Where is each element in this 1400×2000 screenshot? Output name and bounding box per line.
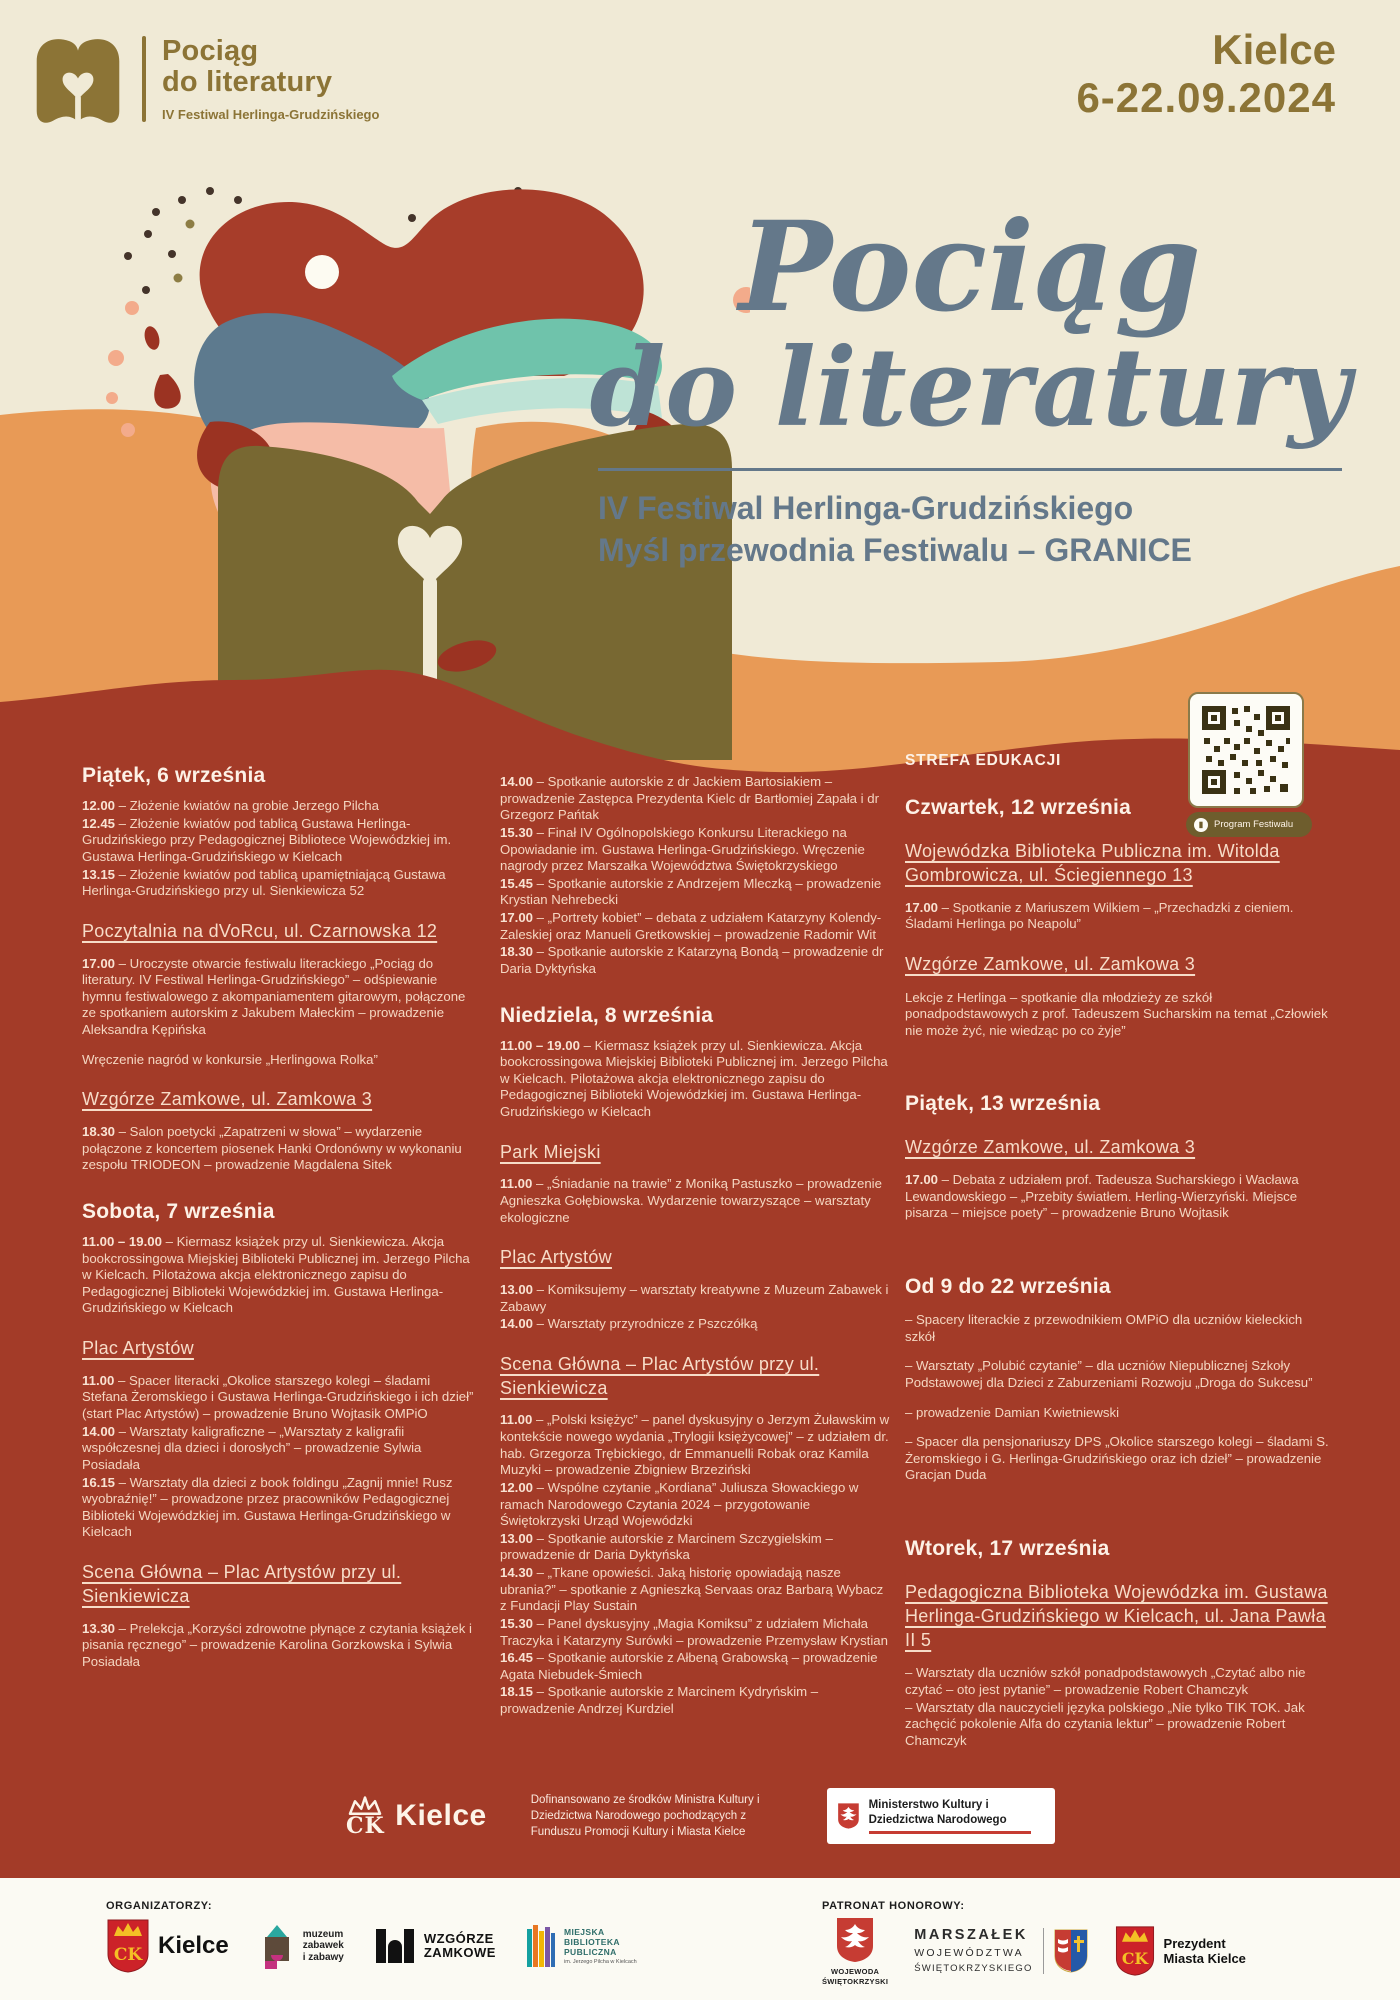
hero-title-block	[570, 195, 1370, 571]
patron-marszalek-line3: ŚWIĘTOKRZYSKIEGO	[914, 1962, 1033, 1974]
ministry-logo	[827, 1788, 1055, 1844]
event-time: 14.00	[500, 1316, 534, 1332]
event-item: 14.00 – Spotkanie autorskie z dr Jackiem Bartosiakiem – prowadzenie Zastępca Prezydenta Kielc dr Bartłomiej Zapała i dr Grzegorz Pańtak	[500, 774, 879, 823]
event-item: 17.00 – Debata z udziałem prof. Tadeusza Sucharskiego i Wacława Lewandowskiego – „Przebity światłem. Herling-Wierzyński. Miejsce pisarza – miejsce poety” – prowadzenie Bruno Wojtasik	[905, 1172, 1299, 1221]
qr-code	[1188, 692, 1304, 808]
title-divider-rule	[598, 468, 1342, 471]
event-time: 13.00	[500, 1282, 534, 1297]
day-header: Piątek, 6 września	[82, 764, 266, 787]
organizer-biblioteka-line3: PUBLICZNA	[563, 1947, 617, 1958]
program-link-label: Program Festiwalu	[1214, 819, 1294, 830]
venue-header: Scena Główna – Plac Artystów przy ul. Sienkiewicza	[82, 1562, 402, 1606]
organizer-muzeum-zabawek	[259, 1923, 344, 1969]
event-item: 13.30 – Prelekcja „Korzyści zdrowotne płynące z czytania książek i pisania ręcznego” – prowadzenie Karolina Gorzkowska i Sylwia Posiadała	[82, 1620, 472, 1669]
svg-text:CK: CK	[113, 1945, 143, 1965]
event-item: 11.00 – 19.00 – Kiermasz książek przy ul. Sienkiewicza. Akcja bookcrossingowa Miejskiej Biblioteki Publicznej im. Jerzego Pilcha w Kielcach. Pilotażowa akcja elektronicznego zapisu do Pedagogicznej Biblioteki Wojewódzkiej im. Gustawa Herlinga-Grudzińskiego w Kielcach	[500, 1037, 888, 1119]
program-link-pill	[1186, 812, 1312, 837]
event-time: 11.00	[500, 1412, 533, 1428]
venue-header: Wzgórze Zamkowe, ul. Zamkowa 3	[905, 953, 1196, 974]
event-time: 11.00 – 19.00	[82, 1233, 162, 1249]
patron-prezydent-line1: Prezydent	[1163, 1935, 1226, 1951]
event-item: – Warsztaty dla uczniów szkół ponadpodstawowych „Czytać albo nie czytać – oto jest pytanie” – prowadzenie Robert Chamczyk	[905, 1665, 1306, 1697]
event-item: – Warsztaty „Polubić czytanie” – dla uczniów Niepublicznej Szkoły Podstawowej dla Dzieci z Zaburzeniami Rozwoju „Droga do Sukcesu”	[905, 1358, 1313, 1390]
patron-marszalek	[914, 1926, 1087, 1976]
day-header: Niedziela, 8 września	[500, 1003, 714, 1027]
event-time: 11.00 – 19.00	[500, 1037, 580, 1053]
ck-kielce-logo-white	[345, 1795, 486, 1837]
venue-header: Park Miejski	[500, 1141, 601, 1162]
patronage-logos	[822, 1916, 1246, 1987]
event-item: 15.30 – Finał IV Ogólnopolskiego Konkursu Literackiego na Opowiadanie im. Gustawa Herlinga-Grudzińskiego. Wręczenie nagrody przez Marszałka Województwa Świętokrzyskiego	[500, 824, 865, 874]
organizer-wzgorze-line2: ZAMKOWE	[423, 1945, 496, 1960]
patron-marszalek-line2: WOJEWÓDZTWA	[914, 1947, 1024, 1960]
patron-wojewoda-line2: ŚWIĘTOKRZYSKI	[822, 1976, 889, 1986]
eagle-emblem-icon	[837, 1796, 860, 1836]
organizer-wzgorze-zamkowe	[374, 1927, 496, 1965]
event-item: 12.00 – Wspólne czytanie „Kordiana” Juliusza Słowackiego w ramach Narodowego Czytania 2024 – przygotowanie Świętokrzyski Urząd Wojewódzki	[500, 1479, 859, 1529]
ck-monogram: CK	[345, 1813, 385, 1839]
open-book-heart-icon	[30, 28, 126, 130]
event-time: 13.00	[500, 1530, 534, 1546]
event-item: – Spacery literackie z przewodnikiem OMPiO dla uczniów kieleckich szkół	[905, 1312, 1303, 1344]
event-item: 18.30 – Salon poetycki „Zapatrzeni w słowa” – wydarzenie połączone z koncertem piosenek Hanki Ordonówny w wykonaniu zespołu TRIODEON – prowadzenie Magdalena Sitek	[82, 1124, 462, 1173]
hero-subtitle-line1: IV Festiwal Herlinga-Grudzińskiego	[598, 490, 1134, 526]
event-time: 16.45	[500, 1650, 534, 1666]
program-column-3	[905, 744, 1333, 1750]
day-header: Piątek, 13 września	[905, 1092, 1101, 1116]
day-header: Wtorek, 17 września	[905, 1537, 1110, 1560]
event-time: 12.45	[82, 815, 116, 831]
venue-header: Scena Główna – Plac Artystów przy ul. Sienkiewicza	[500, 1353, 820, 1398]
event-item: 16.15 – Warsztaty dla dzieci z book foldingu „Zagnij mnie! Rusz wyobraźnię!” – prowadzone przez pracowników Pedagogicznej Biblioteki Wojewódzkiej im. Gustawa Herlinga-Grudzińskiego w Kielcach	[82, 1474, 453, 1540]
organizer-muzeum-line2: zabawek	[302, 1940, 344, 1952]
venue-header: Wojewódzka Biblioteka Publiczna im. Witolda Gombrowicza, ul. Ściegiennego 13	[905, 841, 1280, 885]
event-item: 11.00 – 19.00 – Kiermasz książek przy ul. Sienkiewicza. Akcja bookcrossingowa Miejskiej Biblioteki Publicznej im. Jerzego Pilcha w Kielcach. Pilotażowa akcja elektronicznego zapisu do Pedagogicznej Biblioteki Wojewódzkiej im. Gustawa Herlinga-Grudzińskiego w Kielcach	[82, 1233, 470, 1316]
day-header: Czwartek, 12 września	[905, 796, 1131, 819]
event-item: – prowadzenie Damian Kwietniewski	[905, 1404, 1120, 1420]
event-time: 13.30	[82, 1620, 116, 1636]
organizer-ck-label: Kielce	[158, 1932, 229, 1959]
event-time: 11.00	[500, 1176, 533, 1192]
event-info	[1076, 26, 1336, 123]
event-time: 16.15	[82, 1474, 116, 1490]
event-time: 14.00	[500, 774, 534, 789]
event-item: 14.00 – Warsztaty kaligraficzne – „Warsztaty z kaligrafii współczesnej dla dzieci i dorosłych” – prowadzenie Sylwia Posiadała	[82, 1423, 422, 1472]
patron-wojewoda	[822, 1916, 888, 1987]
crown-icon	[345, 1795, 385, 1815]
svg-text:CK: CK	[1121, 1949, 1148, 1969]
spacer	[905, 1223, 1333, 1249]
event-item: 17.00 – „Portrety kobiet” – debata z udziałem Katarzyny Kolendy-Zaleskiej oraz Manueli Gretkowskiej – prowadzenie Radomir Wit	[500, 910, 882, 942]
patronage-label: PATRONAT HONOROWY:	[822, 1900, 965, 1912]
event-item: 11.00 – „Polski księżyc” – panel dyskusyjny o Jerzym Żuławskim w kontekście nowego wydania „Trylogii księżycowej” – z udziałem dr. hab. Grzegorza Trębickiego, dr Emmanuelli Robak oraz Kamila Muzyki – prowadzenie Zbigniew Brzeziński	[500, 1412, 890, 1478]
organizer-biblioteka-line1: MIEJSKA	[563, 1926, 605, 1937]
ministry-red-bar	[869, 1831, 1031, 1834]
organizer-biblioteka-sub: im. Jerzego Pilcha w Kielcach	[563, 1959, 637, 1966]
program-column-1	[82, 748, 474, 1671]
event-time: 17.00	[905, 1172, 939, 1188]
organizer-muzeum-line3: i zabawy	[302, 1951, 344, 1963]
event-item: 13.00 – Komiksujemy – warsztaty kreatywne z Muzeum Zabawek i Zabawy	[500, 1282, 889, 1314]
bookmark-icon: ▮	[1194, 818, 1208, 832]
program-column-2	[500, 748, 892, 1719]
event-time: 18.15	[500, 1684, 534, 1700]
event-item: 13.00 – Spotkanie autorskie z Marcinem Szczygielskim – prowadzenie dr Daria Dyktyńska	[500, 1530, 833, 1563]
event-time: 17.00	[82, 955, 116, 971]
logo-title-line1: Pociąg	[162, 35, 259, 68]
event-item: 17.00 – Spotkanie z Mariuszem Wilkiem – „Przechadzki z cieniem. Śladami Herlinga po Neapolu”	[905, 899, 1294, 932]
hero-title-line1: Pociąg	[738, 195, 1202, 340]
day-header: Od 9 do 22 września	[905, 1275, 1111, 1298]
venue-header: Wzgórze Zamkowe, ul. Zamkowa 3	[82, 1089, 373, 1110]
event-time: 12.00	[500, 1479, 534, 1495]
day-header: Sobota, 7 września	[82, 1199, 275, 1223]
toy-museum-icon	[259, 1923, 295, 1969]
wojewoda-eagle-icon	[835, 1916, 875, 1964]
logo-title-line2: do literatury	[162, 66, 333, 98]
patron-prezydent	[1114, 1925, 1246, 1977]
event-item: 17.00 – Uroczyste otwarcie festiwalu literackiego „Pociąg do literatury. IV Festiwal Herlinga-Grudzińskiego” – odśpiewanie hymnu festiwalowego z akompaniamentem gitarowym, połączone ze spotkaniem autorskim z Jakubem Małeckim – prowadzenie Aleksandra Kępińska	[82, 955, 466, 1037]
logo-text	[162, 36, 379, 121]
event-item: 18.15 – Spotkanie autorskie z Marcinem Kydryńskim – prowadzenie Andrzej Kurdziel	[500, 1684, 819, 1716]
books-icon	[526, 1923, 556, 1969]
venue-header: Wzgórze Zamkowe, ul. Zamkowa 3	[905, 1137, 1196, 1158]
ck-kielce-label: Kielce	[395, 1799, 487, 1832]
event-item: 11.00 – Spacer literacki „Okolice starszego kolegi – śladami Stefana Żeromskiego i Gustawa Herlinga-Grudzińskiego i ich dzieł” (start Plac Artystów) – prowadzenie Bruno Wojtasik OMPiO	[82, 1372, 474, 1421]
event-time: 15.30	[500, 1615, 534, 1631]
swietokrzyskie-coat-of-arms-icon	[1054, 1929, 1088, 1973]
event-item: 14.30 – „Tkane opowieści. Jaką historię opowiadają nasze ubrania?” – spotkanie z Agnieszką Servaas oraz Barbarą Wybacz z Fundacji Play Sustain	[500, 1565, 884, 1614]
event-time: 13.15	[82, 866, 116, 882]
event-time: 14.30	[500, 1565, 534, 1580]
patron-marszalek-line1: MARSZAŁEK	[914, 1927, 1028, 1944]
moon	[305, 255, 339, 289]
ck-shield-icon	[1114, 1925, 1156, 1977]
event-time: 12.00	[82, 798, 116, 813]
ck-shield-icon	[106, 1918, 150, 1974]
event-item: 12.45 – Złożenie kwiatów pod tablicą Gustawa Herlinga-Grudzińskiego przy Pedagogicznej Bibliotece Wojewódzkiej im. Gustawa Herlinga-Grudzińskiego w Kielcach	[82, 815, 452, 864]
organizer-wzgorze-line1: WZGÓRZE	[423, 1930, 494, 1946]
event-time: 15.45	[500, 875, 534, 891]
hero-subtitle-line2: Myśl przewodnia Festiwalu – GRANICE	[598, 532, 1192, 569]
venue-header: Plac Artystów	[500, 1247, 612, 1268]
organizer-muzeum-line1: muzeum	[302, 1928, 344, 1940]
ministry-name: Ministerstwo Kultury i Dziedzictwa Narodowego	[868, 1798, 1007, 1826]
event-item: 13.15 – Złożenie kwiatów pod tablicą upamiętniającą Gustawa Herlinga-Grudzińskiego przy ul. Sienkiewicza 52	[82, 866, 446, 899]
event-time: 18.30	[82, 1124, 116, 1139]
patron-wojewoda-line1: WOJEWODA	[831, 1967, 880, 1976]
event-time: 18.30	[500, 944, 534, 960]
venue-header: Plac Artystów	[82, 1338, 194, 1358]
partners-strip	[0, 1878, 1400, 2000]
event-time: 14.00	[82, 1423, 116, 1439]
spacer	[905, 1040, 1333, 1066]
organizers-label: ORGANIZATORZY:	[106, 1900, 213, 1912]
patron-prezydent-line2: Miasta Kielce	[1163, 1951, 1246, 1967]
event-item: Wręczenie nagród w konkursie „Herlingowa Rolka”	[82, 1051, 378, 1067]
castle-gate-icon	[374, 1927, 416, 1965]
event-item: – Warsztaty dla nauczycieli języka polskiego „Nie tylko TIK TOK. Jak zachęcić pokolenie Alfa do czytania lektur” – prowadzenie Robert Chamczyk	[905, 1699, 1305, 1748]
funding-row	[0, 1788, 1400, 1844]
festival-logo	[30, 28, 379, 130]
event-item: 11.00 – „Śniadanie na trawie” z Moniką Pastuszko – prowadzenie Agnieszka Gołębiowska. Wydarzenie towarzyszące – warsztaty ekologiczne	[500, 1176, 882, 1225]
event-item: 14.00 – Warsztaty przyrodnicze z Pszczółką	[500, 1316, 758, 1332]
spacer	[905, 1485, 1333, 1511]
hero-title-line2: do literatury	[589, 325, 1351, 451]
event-item: 15.30 – Panel dyskusyjny „Magia Komiksu” z udziałem Michała Traczyka i Katarzyny Surówki – prowadzenie Przemysław Krystian	[500, 1615, 888, 1648]
organizer-biblioteka	[526, 1923, 637, 1969]
event-item: 15.45 – Spotkanie autorskie z Andrzejem Mleczką – prowadzenie Krystian Nehrebecki	[500, 875, 882, 908]
logo-subtitle: IV Festiwal Herlinga-Grudzińskiego	[162, 106, 380, 122]
section-header: STREFA EDUKACJI	[905, 752, 1062, 769]
event-item: – Spacer dla pensjonariuszy DPS „Okolice starszego kolegi – śladami S. Żeromskiego i G. Herlinga-Grudzińskiego oraz ich dzieł” – prowadzenie Gracjan Duda	[905, 1434, 1329, 1483]
dates-label: 6-22.09.2024	[1076, 74, 1336, 122]
organizer-ck-kielce	[106, 1918, 229, 1974]
logo-divider	[142, 36, 146, 122]
venue-header: Pedagogiczna Biblioteka Wojewódzka im. Gustawa Herlinga-Grudzińskiego w Kielcach, ul. Jana Pawła II 5	[905, 1582, 1328, 1650]
qr-pattern	[1200, 704, 1292, 796]
event-item: 18.30 – Spotkanie autorskie z Katarzyną Bondą – prowadzenie dr Daria Dyktyńska	[500, 944, 884, 976]
city-label: Kielce	[1212, 26, 1336, 73]
divider	[1043, 1928, 1044, 1974]
event-time: 15.30	[500, 824, 534, 840]
event-time: 17.00	[905, 899, 939, 915]
event-item: Lekcje z Herlinga – spotkanie dla młodzieży ze szkół ponadpodstawowych z prof. Tadeuszem Sucharskim na temat „Człowiek nie może żyć, nie wiedząc po co żyje”	[905, 989, 1328, 1038]
event-time: 17.00	[500, 910, 534, 925]
organizer-biblioteka-line2: BIBLIOTEKA	[563, 1936, 620, 1947]
funding-text: Dofinansowano ze środków Ministra Kultury i Dziedzictwa Narodowego pochodzących z Funduszu Promocji Kultury i Miasta Kielce	[530, 1793, 760, 1839]
organizers-logos	[106, 1918, 637, 1974]
event-time: 11.00	[82, 1372, 115, 1388]
red-splash-drop	[434, 640, 499, 677]
event-item: 12.00 – Złożenie kwiatów na grobie Jerzego Pilcha	[82, 798, 379, 813]
event-item: 16.45 – Spotkanie autorskie z Ałbeną Grabowską – prowadzenie Agata Niebudek-Śmiech	[500, 1650, 878, 1682]
venue-header: Poczytalnia na dVoRcu, ul. Czarnowska 12	[82, 920, 438, 941]
